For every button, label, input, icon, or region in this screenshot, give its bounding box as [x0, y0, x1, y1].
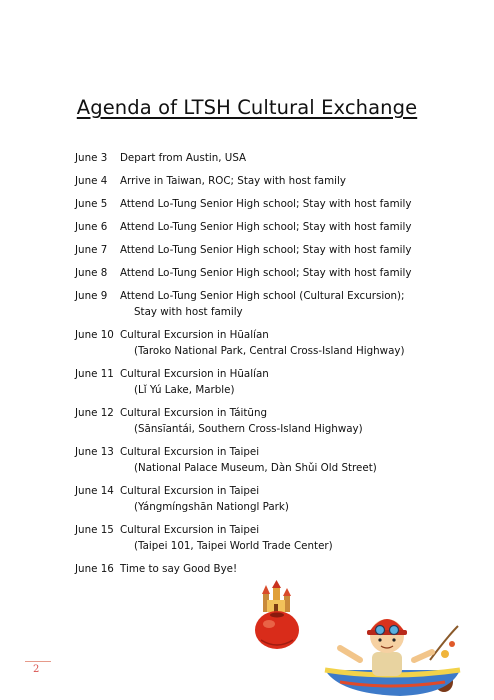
agenda-activity: Cultural Excursion in Hūalían	[120, 329, 269, 341]
agenda-date: June 13	[75, 446, 114, 458]
agenda-row	[75, 444, 475, 476]
agenda-detail: (National Palace Museum, Dàn Shǔi Old Street)	[134, 462, 377, 474]
agenda-date: June 3	[75, 152, 108, 164]
agenda-activity: Attend Lo-Tung Senior High school (Cultural Excursion);	[120, 290, 405, 302]
agenda-row	[75, 196, 475, 212]
agenda-row	[75, 327, 475, 359]
agenda-date: June 7	[75, 244, 108, 256]
agenda-activity: Attend Lo-Tung Senior High school; Stay with host family	[120, 244, 412, 256]
agenda-row	[75, 288, 475, 320]
page-number-rule	[25, 661, 51, 662]
agenda-activity: Attend Lo-Tung Senior High school; Stay with host family	[120, 267, 412, 279]
agenda-detail: (Taroko National Park, Central Cross-Island Highway)	[134, 345, 405, 357]
page-number: 2	[33, 664, 40, 675]
agenda-date: June 5	[75, 198, 108, 210]
boy-in-boat-illustration	[320, 608, 494, 700]
agenda-date: June 9	[75, 290, 108, 302]
agenda-activity: Cultural Excursion in Taipei	[120, 446, 260, 458]
agenda-activity: Arrive in Taiwan, ROC; Stay with host family	[120, 175, 346, 187]
agenda-date: June 12	[75, 407, 114, 419]
apple-castle-illustration	[243, 580, 313, 652]
agenda-date: June 15	[75, 524, 114, 536]
agenda-date: June 6	[75, 221, 108, 233]
agenda-detail: (Taipei 101, Taipei World Trade Center)	[134, 540, 333, 552]
agenda-activity: Attend Lo-Tung Senior High school; Stay with host family	[120, 221, 412, 233]
agenda-activity: Time to say Good Bye!	[120, 563, 238, 575]
agenda-activity: Attend Lo-Tung Senior High school; Stay with host family	[120, 198, 412, 210]
agenda-date: June 16	[75, 563, 114, 575]
agenda-row	[75, 265, 475, 281]
agenda-date: June 10	[75, 329, 114, 341]
agenda-date: June 14	[75, 485, 114, 497]
agenda-detail: (Lǐ Yú Lake, Marble)	[134, 384, 235, 396]
agenda-row	[75, 405, 475, 437]
agenda-date: June 8	[75, 267, 108, 279]
agenda-activity: Depart from Austin, USA	[120, 152, 247, 164]
agenda-row	[75, 522, 475, 554]
agenda-date: June 11	[75, 368, 114, 380]
agenda-date: June 4	[75, 175, 108, 187]
agenda-activity: Cultural Excursion in Táitūng	[120, 407, 268, 419]
agenda-detail: Stay with host family	[134, 306, 243, 318]
agenda-activity: Cultural Excursion in Taipei	[120, 524, 260, 536]
agenda-detail: (Yángmíngshān Nationgl Park)	[134, 501, 289, 513]
agenda-row	[75, 366, 475, 398]
agenda-detail: (Sānsīantái, Southern Cross-Island Highway)	[134, 423, 363, 435]
agenda-activity: Cultural Excursion in Taipei	[120, 485, 260, 497]
agenda-row	[75, 150, 475, 166]
agenda-row	[75, 173, 475, 189]
agenda-row	[75, 219, 475, 235]
page-title: Agenda of LTSH Cultural Exchange	[76, 96, 418, 119]
agenda-list	[75, 150, 475, 584]
agenda-row	[75, 483, 475, 515]
agenda-activity: Cultural Excursion in Hūalían	[120, 368, 269, 380]
agenda-row	[75, 242, 475, 258]
agenda-row	[75, 561, 475, 577]
